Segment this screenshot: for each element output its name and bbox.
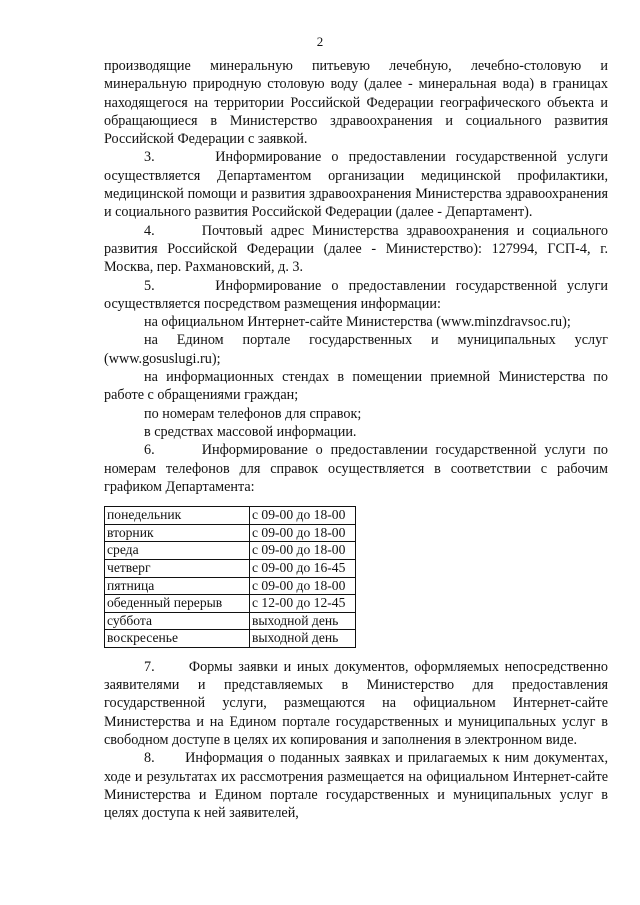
schedule-hours: с 09-00 до 18-00 [250, 507, 356, 525]
list-item-media: в средствах массовой информации. [144, 423, 357, 440]
list-item-portal: на Едином портале государственных и муниципальных услуг (www.gosuslugi.ru); [104, 332, 608, 367]
schedule-day: четверг [105, 559, 250, 577]
schedule-day: вторник [105, 524, 250, 542]
paragraph-8: 8. Информация о поданных заявках и прилагаемых к ним документах, ходе и результатах их рассмотрения размещается на официальном Интернет-сайте Министерства и Едином портале государственных и муниципальных услуг в целях доступа к ней заявителей, [104, 750, 608, 822]
table-row [105, 577, 356, 595]
schedule-hours: с 09-00 до 18-00 [250, 577, 356, 595]
schedule-table [104, 506, 356, 648]
table-row [105, 630, 356, 648]
schedule-hours: выходной день [250, 630, 356, 648]
paragraph-intro: производящие минеральную питьевую лечебную, лечебно-столовую и минеральную природную столовую воду (далее - минеральная вода) в границах находящегося на территории Российской Федерации географического объекта и обращающиеся в Министерство здравоохранения и социального развития Российской Федерации с заявкой. [104, 58, 608, 148]
table-row [105, 524, 356, 542]
paragraph-7: 7. Формы заявки и иных документов, оформляемых непосредственно заявителями и представляемых в Министерство для предоставления государственной услуги, размещаются на официальном Интернет-сайте Министерства и на Едином портале государственных и муниципальных услуг в свободном доступе в целях их копирования и заполнения в электронном виде. [104, 658, 608, 749]
schedule-day: суббота [105, 612, 250, 630]
list-item-website: на официальном Интернет-сайте Министерства (www.minzdravsoc.ru); [144, 314, 571, 331]
paragraph-6: 6. Информирование о предоставлении государственной услуги по номерам телефонов для справок осуществляется в соответствии с рабочим графиком Департамента: [104, 442, 608, 495]
list-item-phones: по номерам телефонов для справок; [144, 405, 362, 422]
paragraphs-bottom [104, 658, 608, 823]
table-row [105, 507, 356, 525]
schedule-day: обеденный перерыв [105, 595, 250, 613]
table-row [105, 612, 356, 630]
schedule-day: понедельник [105, 507, 250, 525]
schedule-hours: с 09-00 до 18-00 [250, 524, 356, 542]
list-item-stands: на информационных стендах в помещении приемной Министерства по работе с обращениями граждан; [104, 369, 608, 404]
paragraph-5: 5. Информирование о предоставлении государственной услуги осуществляется посредством размещения информации: [104, 277, 608, 312]
schedule-day: воскресенье [105, 630, 250, 648]
schedule-day: пятница [105, 577, 250, 595]
document-body [104, 57, 608, 823]
schedule-hours: с 09-00 до 16-45 [250, 559, 356, 577]
table-row [105, 595, 356, 613]
page-number: 2 [316, 34, 324, 49]
schedule-day: среда [105, 542, 250, 560]
schedule-hours: с 12-00 до 12-45 [250, 595, 356, 613]
paragraph-4: 4. Почтовый адрес Министерства здравоохранения и социального развития Российской Федерации (далее - Министерство): 127994, ГСП-4, г. Москва, пер. Рахмановский, д. 3. [104, 222, 608, 276]
table-row [105, 542, 356, 560]
schedule-hours: с 09-00 до 18-00 [250, 542, 356, 560]
paragraph-3: 3. Информирование о предоставлении государственной услуги осуществляется Департаментом организации медицинской профилактики, медицинской помощи и развития здравоохранения Министерства здравоохранения и социального развития Российской Федерации (далее - Департамент). [104, 149, 608, 221]
table-row [105, 559, 356, 577]
schedule-hours: выходной день [250, 612, 356, 630]
paragraphs-top [104, 57, 608, 496]
